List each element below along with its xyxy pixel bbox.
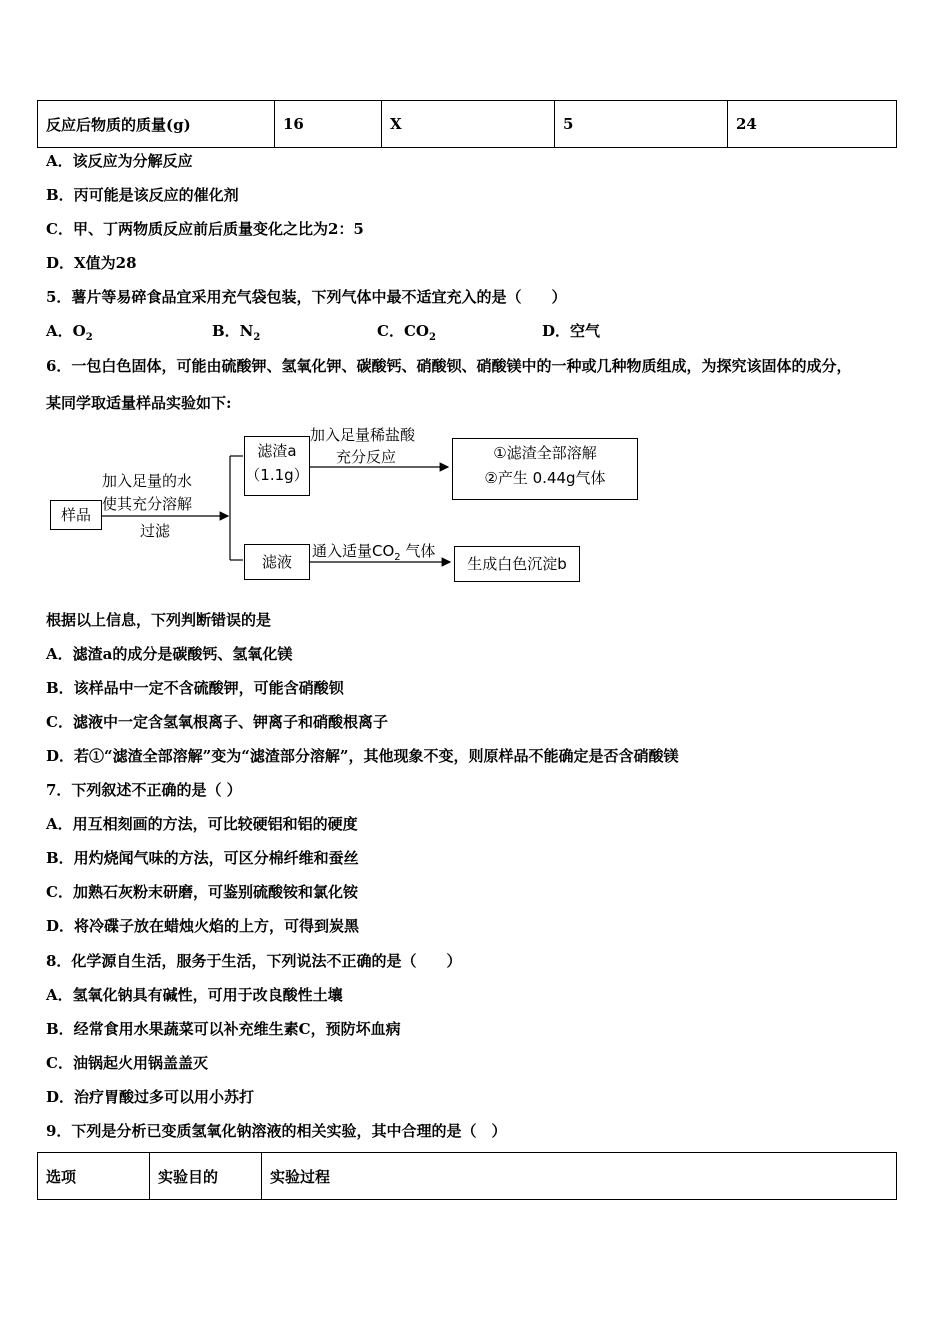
q5-option-b: [212, 321, 260, 348]
q8-stem: 8．化学源自生活，服务于生活，下列说法不正确的是（ ）: [46, 952, 462, 970]
q6-option-d: D．若①“滤渣全部溶解”变为“滤渣部分溶解”，其他现象不变，则原样品不能确定是否含硝酸镁: [46, 747, 679, 765]
table-header-cell: 选项: [38, 1153, 150, 1200]
experiment-flow-diagram: [40, 420, 660, 600]
q7-option-c: C．加熟石灰粉末研磨，可鉴别硫酸铵和氯化铵: [46, 883, 358, 901]
q5-option-c-text: C．CO: [377, 322, 429, 340]
subscript: 2: [394, 552, 401, 563]
q7-option-b: B．用灼烧闻气味的方法，可区分棉纤维和蚕丝: [46, 849, 359, 867]
q5-option-c: [377, 321, 436, 348]
top-table: [37, 100, 897, 148]
table-header-cell: 实验过程: [262, 1153, 897, 1200]
table-cell: X: [382, 101, 555, 148]
q6-option-b: B．该样品中一定不含硫酸钾，可能含硝酸钡: [46, 679, 344, 697]
q4-option-a: A．该反应为分解反应: [46, 152, 193, 170]
result1-line1: ①滤渣全部溶解: [493, 444, 597, 462]
q5-option-b-text: B．N: [212, 322, 254, 340]
bottom-table: [37, 1152, 897, 1200]
q5-option-a: [46, 321, 93, 348]
step1-label-line3: 过滤: [140, 522, 171, 540]
q4-option-c: C．甲、丁两物质反应前后质量变化之比为2：5: [46, 220, 364, 238]
q8-option-c: C．油锅起火用锅盖盖灭: [46, 1054, 208, 1072]
subscript: 2: [85, 332, 93, 343]
residue-label: 滤渣a: [257, 442, 297, 460]
q9-stem: 9．下列是分析已变质氢氧化钠溶液的相关实验，其中合理的是（ ）: [46, 1122, 507, 1140]
acid-label-line1: 加入足量稀盐酸: [310, 426, 416, 444]
q6-option-c: C．滤液中一定含氢氧根离子、钾离子和硝酸根离子: [46, 713, 388, 731]
table-cell: 16: [275, 101, 382, 148]
q6-stem-line2: 某同学取适量样品实验如下:: [46, 394, 232, 412]
subscript: 2: [253, 332, 261, 343]
table-row: [38, 101, 897, 148]
q4-option-d: D．X值为28: [46, 254, 137, 272]
q7-option-d: D．将冷碟子放在蜡烛火焰的上方，可得到炭黑: [46, 917, 360, 935]
step1-label-line2: 使其充分溶解: [102, 495, 193, 513]
co2-label-suffix: 气体: [400, 542, 436, 560]
sample-box: 样品: [50, 500, 102, 530]
table-header-cell: 实验目的: [150, 1153, 262, 1200]
residue-mass: （1.1g）: [245, 466, 309, 484]
q5-option-a-text: A．O: [46, 322, 86, 340]
table-cell: 5: [555, 101, 728, 148]
table-cell: 24: [728, 101, 897, 148]
table-header-row: [38, 1153, 897, 1200]
q8-option-d: D．治疗胃酸过多可以用小苏打: [46, 1088, 255, 1106]
q7-stem: 7．下列叙述不正确的是（ ）: [46, 781, 242, 799]
result2-box: 生成白色沉淀b: [454, 546, 580, 582]
q4-option-b: B．丙可能是该反应的催化剂: [46, 186, 239, 204]
co2-label-prefix: 通入适量CO: [312, 542, 395, 560]
q6-question: 根据以上信息，下列判断错误的是: [46, 611, 272, 629]
filtrate-box: 滤液: [244, 544, 310, 580]
table-cell: 反应后物质的质量(g): [38, 101, 275, 148]
q8-option-a: A．氢氧化钠具有碱性，可用于改良酸性土壤: [46, 986, 343, 1004]
q5-options: [46, 321, 666, 341]
subscript: 2: [428, 332, 436, 343]
q6-stem-line1: 6．一包白色固体，可能由硫酸钾、氢氧化钾、碳酸钙、硝酸钡、硝酸镁中的一种或几种物质组成，为探究该固体的成分，: [46, 357, 852, 375]
acid-label-line2: 充分反应: [336, 448, 397, 466]
q5-option-d: D．空气: [542, 322, 601, 340]
result1-line2: ②产生 0.44g气体: [484, 469, 606, 487]
result1-box: [452, 438, 638, 500]
q6-option-a: A．滤渣a的成分是碳酸钙、氢氧化镁: [46, 645, 293, 663]
q8-option-b: B．经常食用水果蔬菜可以补充维生素C，预防坏血病: [46, 1020, 401, 1038]
q5-stem: 5．薯片等易碎食品宜采用充气袋包装，下列气体中最不适宜充入的是（ ）: [46, 288, 567, 306]
step1-label-line1: 加入足量的水: [102, 472, 193, 490]
residue-box: [244, 436, 310, 496]
q7-option-a: A．用互相刻画的方法，可比较硬铝和铝的硬度: [46, 815, 358, 833]
co2-label: [312, 540, 435, 563]
